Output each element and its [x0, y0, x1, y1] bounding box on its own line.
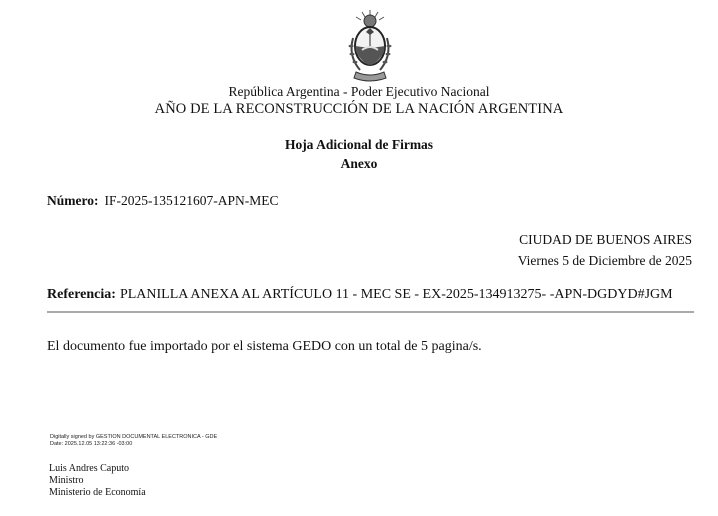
coat-of-arms-icon: [344, 8, 396, 84]
document-title: Hoja Adicional de Firmas: [284, 137, 434, 152]
signer-role: Ministro: [49, 475, 84, 486]
signer-name: Luis Andres Caputo: [49, 463, 129, 474]
document-number: [47, 193, 279, 209]
reference: [47, 287, 673, 303]
body-text: El documento fue importado por el sistema GEDO con un total de 5 pagina/s.: [47, 339, 482, 354]
document-number-label: Número:: [47, 193, 99, 208]
header-line-1: República Argentina - Poder Ejecutivo Nacional: [228, 84, 490, 99]
document-subtitle: Anexo: [340, 156, 378, 171]
digital-signature-line: Digitally signed by GESTION DOCUMENTAL ELECTRONICA - GDE: [50, 434, 218, 440]
signer-ministry: Ministerio de Economía: [49, 487, 146, 498]
divider: [47, 311, 694, 313]
location-place: CIUDAD DE BUENOS AIRES: [519, 232, 692, 247]
header-line-2: AÑO DE LA RECONSTRUCCIÓN DE LA NACIÓN ARGENTINA: [154, 101, 564, 117]
location-date: Viernes 5 de Diciembre de 2025: [517, 253, 692, 268]
reference-label: Referencia:: [47, 287, 116, 302]
digital-signature-date: Date: 2025.12.05 13:22:36 -03:00: [50, 441, 133, 447]
reference-value: PLANILLA ANEXA AL ARTÍCULO 11 - MEC SE - EX-2025-134913275- -APN-DGDYD#JGM: [119, 287, 673, 302]
document-number-value: IF-2025-135121607-APN-MEC: [104, 193, 279, 208]
